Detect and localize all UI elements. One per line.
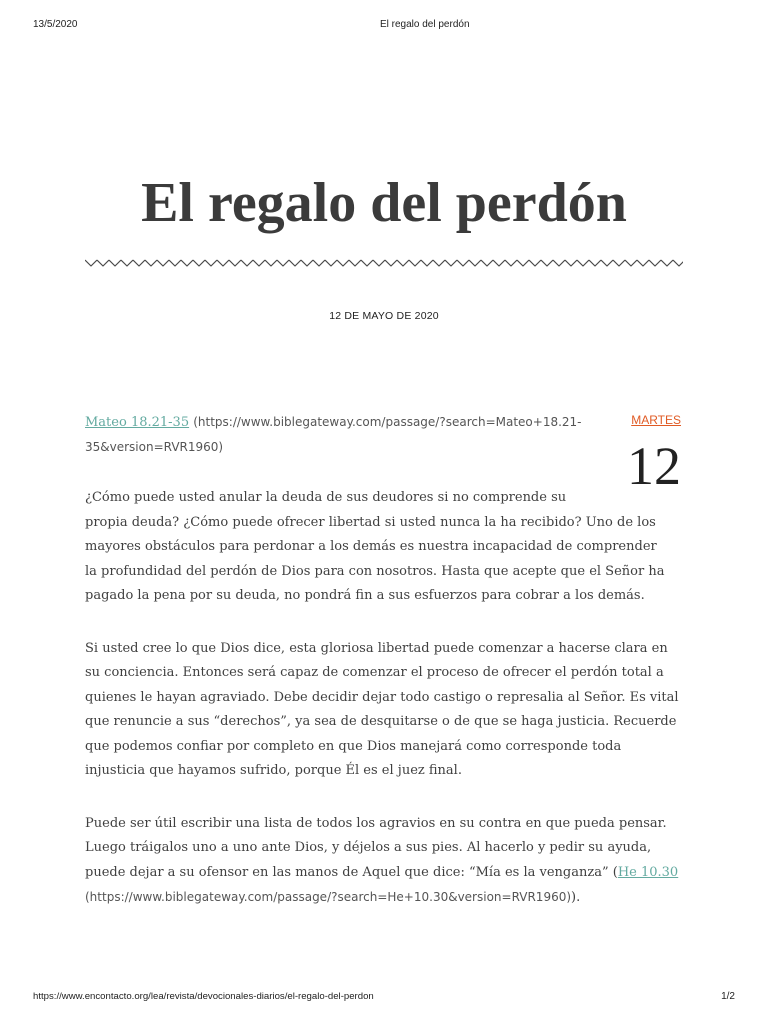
publish-date: 12 DE MAYO DE 2020	[329, 310, 439, 322]
closing-url-line	[85, 885, 683, 910]
scripture-reference-line	[85, 435, 683, 460]
paragraph	[85, 486, 683, 609]
paragraph-line: que podemos confiar por completo en que Dios manejará como corresponde toda	[85, 738, 622, 754]
article-body	[85, 410, 683, 938]
scripture-reference	[85, 410, 683, 459]
paragraph	[85, 812, 683, 910]
paragraph-line: injusticia que hayamos sufrido, porque Él es el juez final.	[85, 763, 462, 778]
weekday-link[interactable]: MARTES	[631, 413, 681, 427]
scripture-link[interactable]: Mateo 18.21-35	[85, 415, 190, 430]
closing-text: puede dejar a su ofensor en las manos de Aquel que dice: “Mía es la venganza” (	[85, 864, 618, 880]
scripture-url-continued: 35&version=RVR1960)	[85, 439, 224, 454]
paragraph-line: su conciencia. Entonces será capaz de comenzar el proceso de ofrecer el perdón total a	[85, 665, 664, 680]
paragraph-line: ¿Cómo puede usted anular la deuda de sus deudores si no comprende su	[85, 490, 567, 505]
scripture-url: (https://www.biblegateway.com/passage/?search=Mateo+18.21-	[193, 415, 582, 429]
zigzag-divider	[85, 257, 683, 269]
paragraph-line: la profundidad del perdón de Dios para con nosotros. Hasta que acepte que el Señor ha	[85, 563, 665, 579]
paragraph-line: Luego tráigalos uno a uno ante Dios, y déjelos a sus pies. Al hacerlo y pedir su ayuda,	[85, 840, 652, 855]
day-number: 12	[627, 436, 681, 496]
print-header-title: El regalo del perdón	[380, 19, 470, 30]
paragraph-line: mayores obstáculos para perdonar a los demás es nuestra incapacidad de comprender	[85, 539, 657, 554]
paragraph-line: pagado la pena por su deuda, no pondrá fin a sus esfuerzos para cobrar a los demás.	[85, 588, 645, 603]
paragraph-line: Puede ser útil escribir una lista de todos los agravios en su contra en que pueda pensar.	[85, 815, 667, 831]
verse-url: (https://www.biblegateway.com/passage/?search=He+10.30&version=RVR1960)	[85, 890, 572, 904]
closing-tail: ).	[571, 890, 581, 905]
paragraph	[85, 637, 683, 784]
page-number: 1/2	[721, 991, 735, 1002]
paragraph-line: propia deuda? ¿Cómo puede ofrecer libertad si usted nunca la ha recibido? Uno de los	[85, 514, 656, 530]
paragraph-line: que renuncie a sus “derechos”, ya sea de desquitarse o de que se haga justicia. Recuerde	[85, 714, 677, 729]
scripture-reference-line	[85, 410, 683, 435]
print-header-date: 13/5/2020	[33, 19, 78, 30]
paragraph-line: Si usted cree lo que Dios dice, esta gloriosa libertad puede comenzar a hacerse clara en	[85, 640, 668, 656]
paragraph-line: quienes le hayan agraviado. Debe decidir dejar todo castigo o represalia al Señor. Es vital	[85, 689, 679, 705]
closing-line	[85, 861, 683, 886]
print-footer-url: https://www.encontacto.org/lea/revista/devocionales-diarios/el-regalo-del-perdon	[33, 991, 374, 1002]
verse-link[interactable]: He 10.30	[617, 864, 679, 880]
article-title: El regalo del perdón	[141, 172, 627, 234]
